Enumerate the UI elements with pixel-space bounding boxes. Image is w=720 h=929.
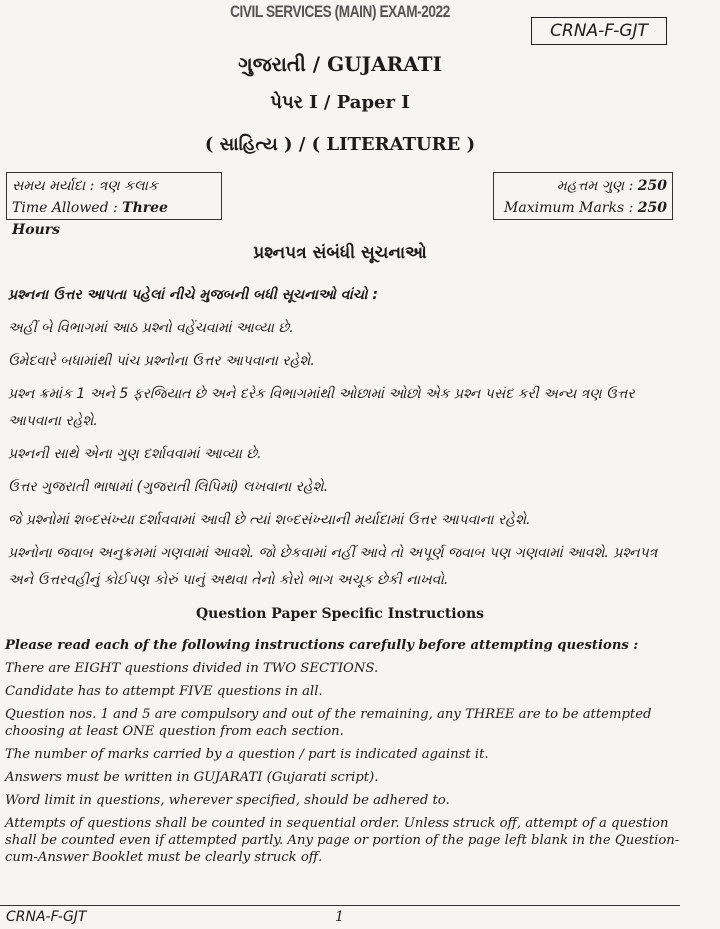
time-value: Three Hours [12,200,168,238]
gujarati-instructions-lead: પ્રશ્નના ઉત્તર આપતા પહેલાં નીચે મુજબની બધી સૂચનાઓ વાંચો : [8,287,378,303]
marks-gujarati-value: 250 [637,178,667,194]
gujarati-instruction-item: પ્રશ્નની સાથે એના ગુણ દર્શાવવામાં આવ્યા છે. [8,446,262,462]
literature-title: ( સાહિત્ય ) / ( LITERATURE ) [204,134,476,155]
english-instructions-title: Question Paper Specific Instructions [195,606,485,622]
exam-header: CIVIL SERVICES (MAIN) EXAM-2022 [230,2,450,21]
english-instructions-lead: Please read each of the following instructions carefully before attempting questions : [5,638,639,653]
gujarati-instruction-item: અહીં બે વિભાગમાં આઠ પ્રશ્નો વહેંચવામાં આવ્યા છે. [8,320,294,336]
time-gujarati: સમય મર્યાદા : ત્રણ કલાક [12,178,158,194]
english-instruction-item: Attempts of questions shall be counted in sequential order. Unless struck off, attempt of a question shall be counted even if attempted partly. Any page or portion of the page left blank in the Question-cum-Answer Booklet must be clearly struck off. [5,816,680,865]
page-number: 1 [335,909,344,925]
footer-paper-code: CRNA-F-GJT [6,909,87,925]
maximum-marks-box [493,172,673,220]
time-allowed-box [6,172,222,238]
time-english [12,197,216,241]
gujarati-instruction-item: ઉત્તર ગુજરાતી ભાષામાં (ગુજરાતી લિપિમાં) લખવાના રહેશે. [8,479,329,495]
english-instruction-item: The number of marks carried by a question / part is indicated against it. [5,747,489,762]
footer-divider [0,905,680,906]
gujarati-instruction-item: ઉમેદવારે બધામાંથી પાંચ પ્રશ્નોના ઉત્તર આપવાના રહેશે. [8,353,315,369]
time-label: Time Allowed : [12,200,123,216]
subject-title: ગુજરાતી / GUJARATI [238,52,442,76]
gujarati-instruction-item: પ્રશ્નોના જવાબ અનુક્રમમાં ગણવામાં આવશે. જો છેકવામાં નહીં આવે તો અપૂર્ણ જવાબ પણ ગણવામાં આવશે. પ્રશ્નપત્ર અને ઉત્તરવહીનું કોઈપણ કોરું પાનું અથવા તેનો કોરો ભાગ અચૂક છેકી નાખવો. [8,545,658,588]
english-instructions-list [5,637,680,872]
paper-code-box: CRNA-F-GJT [531,17,667,45]
marks-label: Maximum Marks : [504,200,638,216]
marks-gujarati [499,175,667,197]
marks-english [499,197,667,219]
paper-title: પેપર I / Paper I [270,92,410,113]
english-instruction-item: There are EIGHT questions divided in TWO SECTIONS. [5,661,379,676]
english-instruction-item: Candidate has to attempt FIVE questions in all. [5,684,323,699]
marks-gujarati-label: મહત્તમ ગુણ : [556,178,638,194]
gujarati-instruction-item: પ્રશ્ન ક્રમાંક 1 અને 5 ફરજિયાત છે અને દરેક વિભાગમાંથી ઓછામાં ઓછો એક પ્રશ્ન પસંદ કરી અન્ય ત્રણ ઉત્તર આપવાના રહેશે. [8,386,635,429]
gujarati-instruction-item: જે પ્રશ્નોમાં શબ્દસંખ્યા દર્શાવવામાં આવી છે ત્યાં શબ્દસંખ્યાની મર્યાદામાં ઉત્તર આપવાના રહેશે. [8,512,531,528]
english-instruction-item: Answers must be written in GUJARATI (Gujarati script). [5,770,379,785]
gujarati-instructions-title: પ્રશ્નપત્ર સંબંધી સૂચનાઓ [253,243,427,263]
english-instruction-item: Question nos. 1 and 5 are compulsory and out of the remaining, any THREE are to be attempted choosing at least ONE question from each section. [5,707,652,739]
english-instruction-item: Word limit in questions, wherever specified, should be adhered to. [5,793,450,808]
marks-value: 250 [637,200,667,216]
gujarati-instructions-list [8,282,678,600]
